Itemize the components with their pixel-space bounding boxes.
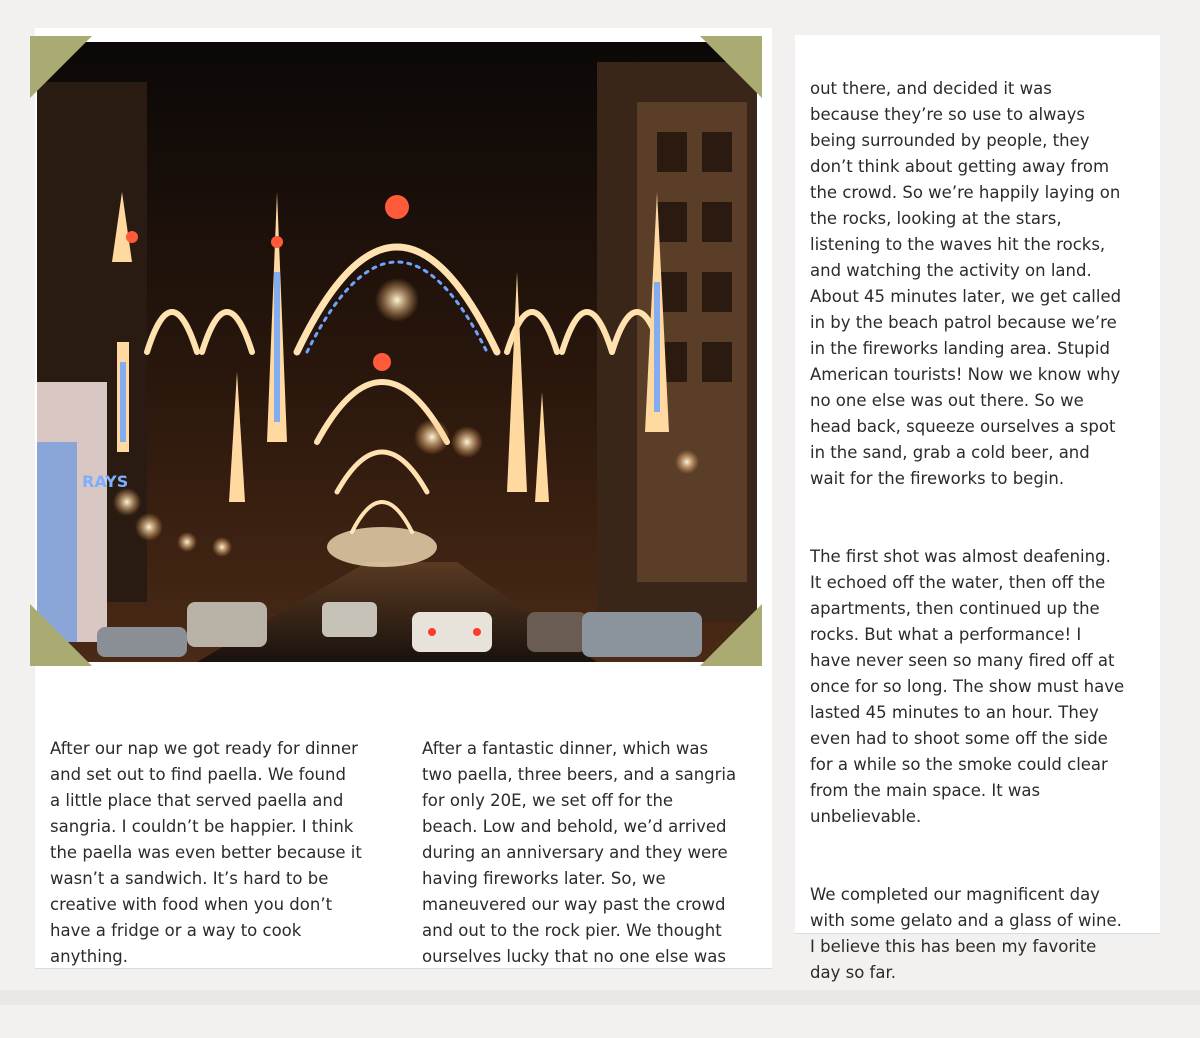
paragraph-dinner: After our nap we got ready for dinner and set out to find paella. We found a little place that served paella and sangria. I couldn’t be happier. I think the paella was even better because it wasn’t a sandwich. It’s hard to be creative with food when you don’t have a fridge or a way to cook anything. [50,739,362,966]
street-lights-illustration [37,42,757,662]
journal-text-column-2 [422,710,767,1022]
paragraph-fireworks: The first shot was almost deafening. It echoed off the water, then off the apartments, then continued up the rocks. But what a performance! I have never seen so many fired off at once for so long. The show must have lasted 45 minutes to an hour. They even had to shoot some off the side for a while so the smoke could clear from the main space. It was unbelievable. [810,547,1125,826]
journal-text-column-3 [810,50,1155,1038]
journal-text-column-1 [50,710,395,1022]
photo-corner-top-right [700,36,762,98]
photo-corner-top-left [30,36,92,98]
rays-sign-text: RAYS [82,472,129,491]
photo-corner-bottom-right [700,604,762,666]
paragraph-beach: After a fantastic dinner, which was two paella, three beers, and a sangria for only 20E, we set off for the beach. Low and behold, we’d arrived during an anniversary and they were having fireworks later. So, we maneuvered our way past the crowd and out to the rock pier. We thought ourselves lucky that no one else was [422,739,737,966]
paragraph-rock-pier: out there, and decided it was because they’re so use to always being surrounded by people, they don’t think about getting away from the crowd. So we’re happily laying on the rocks, looking at the stars, listening to the waves hit the rocks, and watching the activity on land. About 45 minutes later, we get called in by the beach patrol because we’re in the fireworks landing area. Stupid American tourists! Now we know why no one else was out there. So we head back, squeeze ourselves a spot in the sand, grab a cold beer, and wait for the fireworks to begin. [810,79,1122,488]
night-street-lights-photo [37,42,757,662]
paragraph-gelato: We completed our magnificent day with some gelato and a glass of wine. I believe this has been my favorite day so far. [810,885,1122,982]
photo-corner-bottom-left [30,604,92,666]
